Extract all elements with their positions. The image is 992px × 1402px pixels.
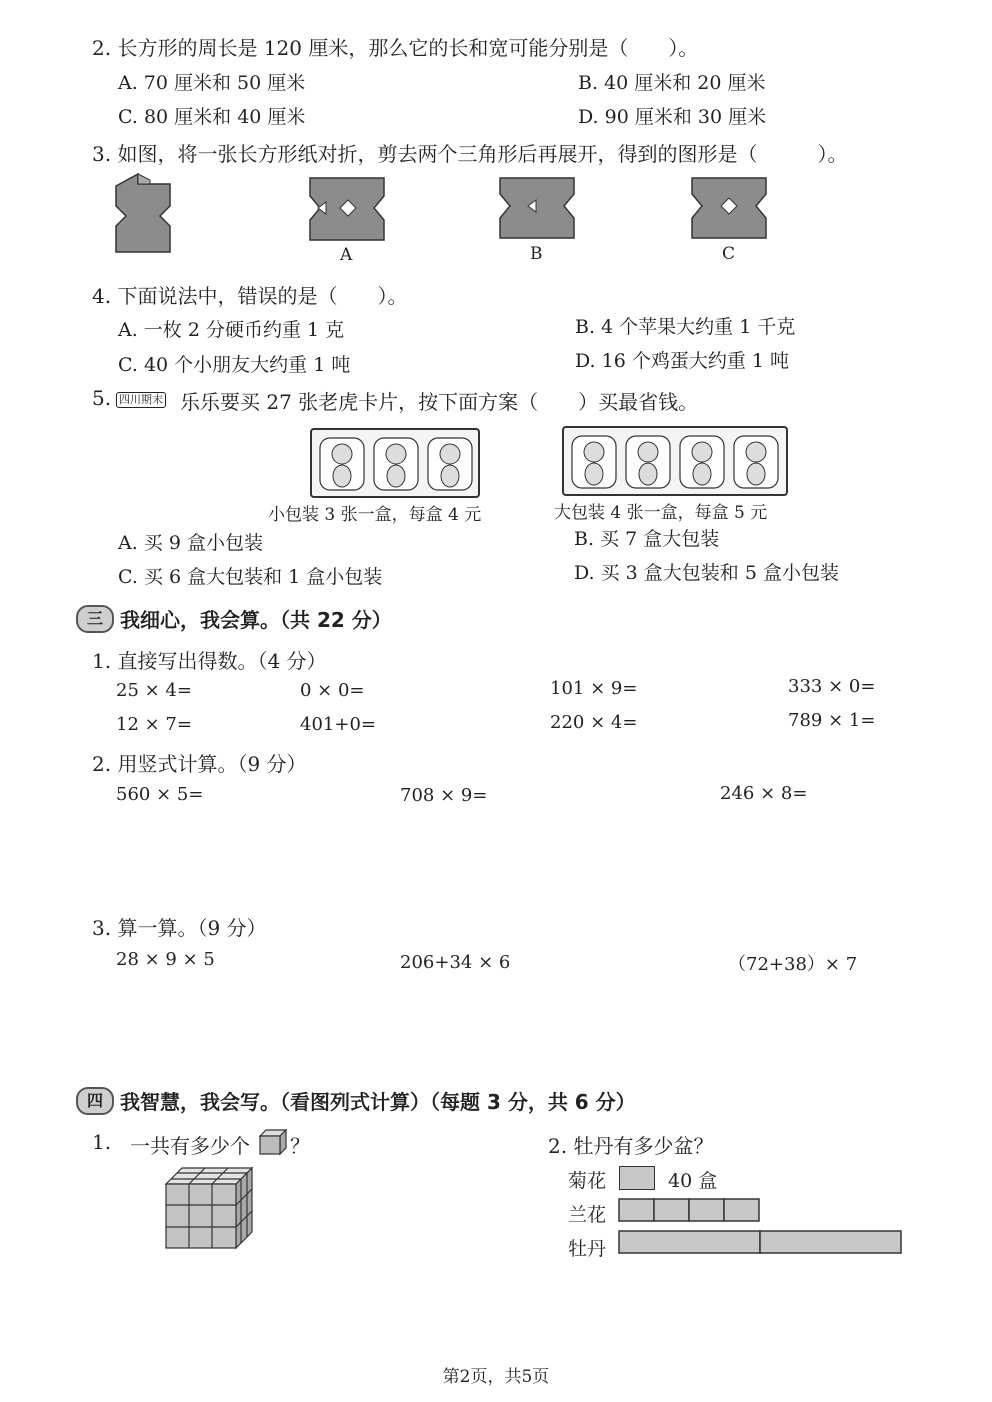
sec3-part2-title: 2. 用竖式计算。（9 分）	[92, 752, 307, 776]
sec3-part3-title: 3. 算一算。（9 分）	[92, 916, 267, 940]
q5-option-a: A. 买 9 盒小包装	[118, 532, 263, 554]
sec4-part1-text: 一共有多少个	[130, 1134, 250, 1158]
label-lanhua: 兰花	[568, 1204, 607, 1226]
oral-calc-item: 401+0=	[300, 714, 376, 735]
vertical-calc-item: 246 × 8=	[720, 783, 808, 804]
section-four-badge: 四	[76, 1087, 114, 1115]
tiger-card-icons-big	[564, 428, 786, 494]
oral-calc-item: 220 × 4=	[550, 712, 638, 733]
oral-calc-item: 12 × 7=	[116, 714, 192, 735]
page-footer: 第2页，共5页	[442, 1367, 550, 1387]
big-package-caption: 大包装 4 张一盒，每盒 5 元	[554, 503, 768, 523]
q4-option-b: B. 4 个苹果大约重 1 千克	[575, 316, 796, 338]
q4-option-c: C. 40 个小朋友大约重 1 吨	[118, 354, 351, 376]
sec4-part2-title: 2. 牡丹有多少盆？	[548, 1134, 714, 1158]
lanhua-bar	[618, 1198, 762, 1224]
figure-label-b: B	[530, 244, 543, 264]
oral-calc-item: 101 × 9=	[550, 678, 638, 699]
q2-option-b: B. 40 厘米和 20 厘米	[578, 72, 766, 94]
juhua-bar	[619, 1166, 655, 1190]
section-three-badge: 三	[76, 605, 114, 633]
q5-option-b: B. 买 7 盒大包装	[574, 528, 720, 550]
q5-option-c: C. 买 6 盒大包装和 1 盒小包装	[118, 566, 383, 588]
q5-option-d: D. 买 3 盒大包装和 5 盒小包装	[574, 562, 839, 584]
label-mudan: 牡丹	[568, 1238, 607, 1260]
q5-number: 5.	[92, 386, 112, 410]
q2-option-c: C. 80 厘米和 40 厘米	[118, 106, 306, 128]
stacked-cubes-figure	[164, 1166, 254, 1250]
figure-option-c	[690, 176, 768, 240]
mixed-calc-item: 206+34 × 6	[400, 952, 511, 973]
small-package-box	[310, 428, 480, 498]
q2-option-a: A. 70 厘米和 50 厘米	[118, 72, 306, 94]
figure-label-a: A	[340, 245, 353, 265]
oral-calc-item: 0 × 0=	[300, 680, 365, 701]
mudan-bar	[618, 1230, 904, 1256]
sec4-part1-qmark: ？	[290, 1134, 310, 1158]
figure-option-b	[498, 176, 576, 240]
figure-option-a	[308, 176, 386, 242]
q5-source-tag: 四川期末	[116, 392, 166, 408]
tiger-card-icons	[312, 430, 478, 496]
sec4-part1-number: 1.	[92, 1130, 112, 1154]
label-juhua: 菊花	[568, 1170, 607, 1192]
cube-icon	[258, 1128, 288, 1156]
vertical-calc-item: 560 × 5=	[116, 784, 204, 805]
folded-paper-figure	[112, 172, 176, 256]
q5-stem: 乐乐要买 27 张老虎卡片，按下面方案（ ）买最省钱。	[180, 390, 699, 414]
juhua-value: 40 盒	[668, 1170, 718, 1192]
q2-stem: 2. 长方形的周长是 120 厘米，那么它的长和宽可能分别是（ ）。	[92, 36, 699, 60]
figure-label-c: C	[722, 244, 736, 264]
vertical-calc-item: 708 × 9=	[400, 785, 488, 806]
q2-option-d: D. 90 厘米和 30 厘米	[578, 106, 767, 128]
oral-calc-item: 333 × 0=	[788, 676, 876, 697]
q4-stem: 4. 下面说法中，错误的是（ ）。	[92, 284, 408, 308]
sec3-part1-title: 1. 直接写出得数。（4 分）	[92, 649, 327, 673]
q4-option-a: A. 一枚 2 分硬币约重 1 克	[118, 319, 345, 341]
section-four-title: 我智慧，我会写。（看图列式计算）（每题 3 分，共 6 分）	[120, 1090, 636, 1114]
small-package-caption: 小包装 3 张一盒，每盒 4 元	[268, 505, 482, 525]
q3-stem: 3. 如图，将一张长方形纸对折，剪去两个三角形后再展开，得到的图形是（ ）。	[92, 142, 848, 166]
mixed-calc-item: （72+38）× 7	[728, 954, 858, 975]
big-package-box	[562, 426, 788, 496]
q4-option-d: D. 16 个鸡蛋大约重 1 吨	[575, 350, 790, 372]
oral-calc-item: 25 × 4=	[116, 680, 192, 701]
mixed-calc-item: 28 × 9 × 5	[116, 949, 215, 970]
section-three-title: 我细心，我会算。（共 22 分）	[120, 608, 392, 632]
oral-calc-item: 789 × 1=	[788, 710, 876, 731]
